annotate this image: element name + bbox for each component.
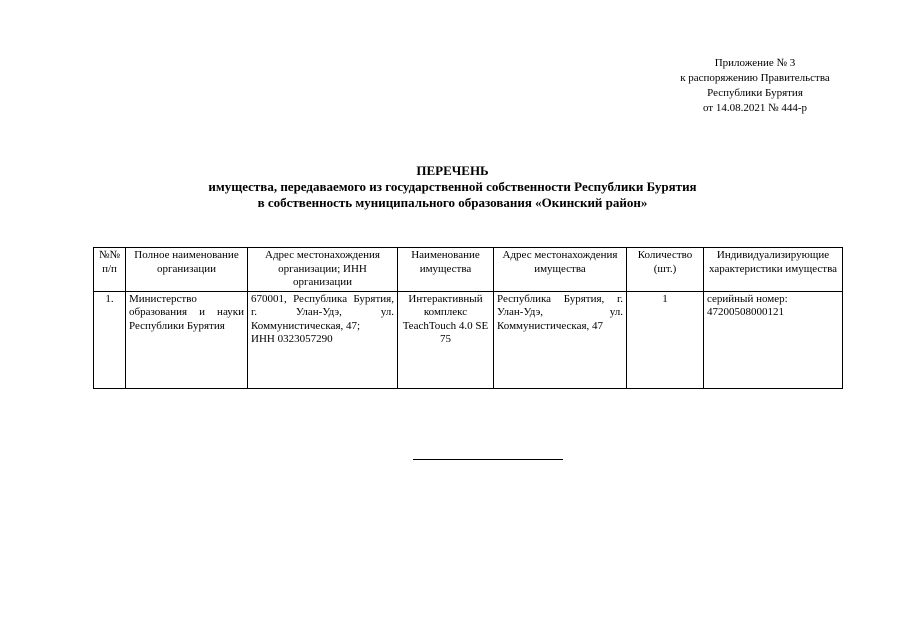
- header-property-address: Адрес местонахождения имущества: [494, 248, 627, 292]
- cell-organization-address: [248, 291, 398, 388]
- header-number: №№ п/п: [94, 248, 126, 292]
- header-quantity: Количество (шт.): [627, 248, 704, 292]
- table-row: [94, 291, 843, 388]
- header-property-name: Наименование имущества: [398, 248, 494, 292]
- cell-property-address: Республика Бурятия, г. Улан-Удэ, ул. Коммунистическая, 47: [494, 291, 627, 388]
- document-subtitle-line2: в собственность муниципального образования «Окинский район»: [257, 195, 648, 210]
- table-header-row: [94, 248, 843, 292]
- cell-quantity: 1: [627, 291, 704, 388]
- appendix-block: [640, 56, 870, 116]
- document-subtitle-line1: имущества, передаваемого из государственной собственности Республики Бурятия: [208, 179, 697, 194]
- cell-number: 1.: [94, 291, 126, 388]
- document-heading: [0, 163, 905, 211]
- header-organization-address: Адрес местонахождения организации; ИНН организации: [248, 248, 398, 292]
- organization-inn: ИНН 0323057290: [251, 333, 333, 345]
- appendix-reference: к распоряжению Правительства: [680, 72, 830, 84]
- organization-address-text: 670001, Республика Бурятия, г. Улан-Удэ, ул. Коммунистическая, 47;: [251, 292, 394, 332]
- cell-characteristics: серийный номер: 47200508000121: [704, 291, 843, 388]
- appendix-government: Республики Бурятия: [707, 87, 803, 99]
- header-characteristics: Индивидуализирующие характеристики имущества: [704, 248, 843, 292]
- appendix-number: Приложение № 3: [714, 57, 796, 69]
- closing-rule: [413, 459, 563, 460]
- appendix-date: от 14.08.2021 № 444-р: [702, 102, 808, 114]
- cell-organization: Министерство образования и науки Республики Бурятия: [126, 291, 248, 388]
- cell-property-name: Интерактивный комплекс TeachTouch 4.0 SE 75: [398, 291, 494, 388]
- document-title: ПЕРЕЧЕНЬ: [416, 163, 489, 178]
- property-table: [93, 247, 843, 389]
- header-organization: Полное наименование организации: [126, 248, 248, 292]
